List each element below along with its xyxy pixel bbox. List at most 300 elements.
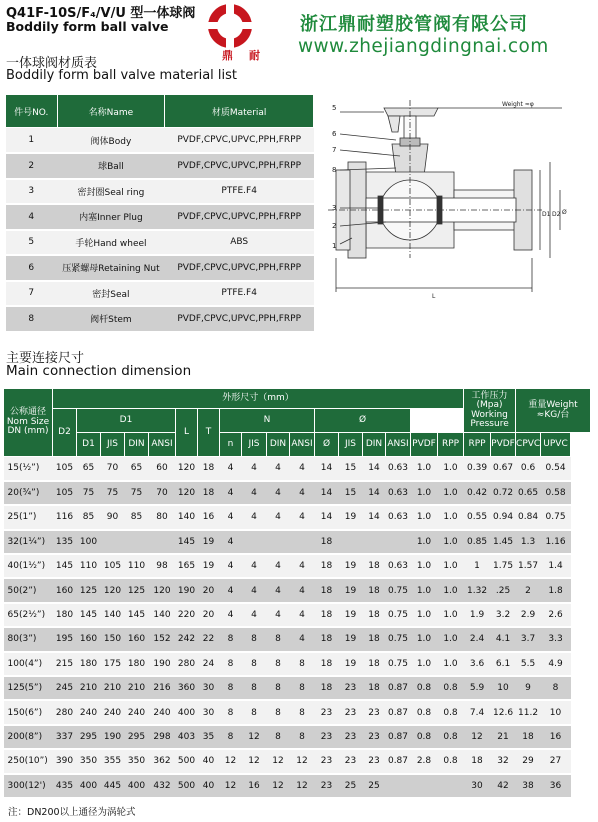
dimension-cell: 0.8 [438,700,464,724]
dimension-cell: 8 [267,700,290,724]
dimension-cell: 18 [315,652,339,676]
callout-label: 8 [332,166,337,174]
dimension-cell: 14 [315,505,339,529]
dimension-cell: 160 [53,578,77,602]
dim-label: D1 [542,211,551,218]
dimension-cell: 403 [176,725,198,749]
dimension-cell: 8 [267,725,290,749]
dimension-cell: 18 [315,530,339,554]
dimension-cell: 23 [315,774,339,798]
dimension-cell: 4 [290,457,315,481]
dimension-cell: 8 [242,676,267,700]
dimension-cell: 360 [176,676,198,700]
material-cell: 内塞Inner Plug [57,204,165,230]
material-col-no: 件号NO. [6,95,58,128]
dimension-cell: 5.5 [516,652,541,676]
dimension-cell: 2.8 [411,749,438,773]
dimension-cell: 180 [53,603,77,627]
dimension-cell: 337 [53,725,77,749]
dimension-cell: 1.0 [438,481,464,505]
dimension-cell: 400 [125,774,149,798]
dimension-cell: 1.0 [438,627,464,651]
sub-n-din: DIN [267,433,290,457]
nominal-size-cell: 32(1¼”) [4,530,53,554]
dimension-cell: 140 [176,505,198,529]
dimension-cell: 125 [125,578,149,602]
nominal-size-cell: 300(12') [4,774,53,798]
dimension-cell: 0.8 [438,676,464,700]
dimension-cell: 85 [77,505,101,529]
dimension-cell: 1.0 [411,505,438,529]
dimension-cell: 12 [267,749,290,773]
dim-label: L [432,293,436,300]
nominal-size-cell: 15(½”) [4,457,53,481]
dimension-cell: 12 [220,774,242,798]
dimension-cell: 2.9 [516,603,541,627]
dimension-cell: 3.6 [464,652,491,676]
dimension-cell: 1.0 [411,627,438,651]
dimension-cell: 0.58 [541,481,571,505]
dimension-cell: 295 [77,725,101,749]
dimension-cell: 1.3 [516,530,541,554]
dimension-cell: 4 [290,627,315,651]
dimension-cell [267,530,290,554]
sub-phi-ansi: ANSI [386,433,411,457]
dimension-cell: 4 [220,554,242,578]
material-row [6,153,314,179]
sub-d1-ansi: ANSI [149,433,176,457]
dimension-cell: 4 [267,457,290,481]
header-working-pressure: 工作压力 (Mpa) Working Pressure [464,389,516,433]
dimension-row [4,578,591,602]
dimension-cell: 18 [363,554,386,578]
dimension-cell: 0.84 [516,505,541,529]
dimension-cell: 120 [176,481,198,505]
material-cell: ABS [165,230,314,256]
dimension-cell: 1.0 [438,603,464,627]
dimension-cell: 14 [363,457,386,481]
dimension-cell: 75 [125,481,149,505]
dimension-cell: 75 [77,481,101,505]
dimension-cell: 8 [242,700,267,724]
dimension-cell: 1.75 [491,554,516,578]
dimension-cell: 152 [149,627,176,651]
nominal-size-cell: 200(8”) [4,725,53,749]
dimension-cell: 240 [149,700,176,724]
dimension-cell: 4 [267,481,290,505]
dimension-cell: 18 [315,603,339,627]
sub-pressure-pvdf: PVDF [411,433,438,457]
dimension-cell: 14 [363,505,386,529]
material-cell: 3 [6,179,58,205]
dimension-cell: 8 [290,725,315,749]
dimension-cell: 4 [220,578,242,602]
dimension-cell: 210 [101,676,125,700]
material-cell: PVDF,CPVC,UPVC,PPH,FRPP [165,255,314,281]
material-cell: 2 [6,153,58,179]
material-header-row [6,95,314,128]
dimension-row [4,749,591,773]
dimension-cell: 1.0 [411,554,438,578]
dimension-cell: 1.0 [411,603,438,627]
dimension-cell: 390 [53,749,77,773]
dimension-cell: 18 [198,481,220,505]
dimension-cell: 24 [198,652,220,676]
header-l: L [176,409,198,457]
dimension-row [4,652,591,676]
dimension-cell: 190 [149,652,176,676]
sub-weight-cpvc: CPVC [516,433,541,457]
dimension-cell: 432 [149,774,176,798]
dimension-cell: 4 [242,578,267,602]
callout-label: 1 [332,242,337,250]
dimension-row [4,481,591,505]
dim-label: D2 [552,211,561,218]
dimension-cell: 12 [242,749,267,773]
dimension-cell [386,530,411,554]
dimension-cell: 0.63 [386,505,411,529]
material-col-name: 名称Name [57,95,165,128]
dimension-cell: 3.3 [541,627,571,651]
dimension-cell: 0.8 [411,700,438,724]
dimension-cell: 19 [339,578,363,602]
dimension-cell: 4 [290,603,315,627]
material-cell: PVDF,CPVC,UPVC,PPH,FRPP [165,153,314,179]
dimension-cell: 215 [53,652,77,676]
dimension-cell: 8 [220,676,242,700]
dimension-cell: 4 [290,554,315,578]
dimension-heading-cn: 主要连接尺寸 [6,351,85,366]
dimension-cell: 18 [315,627,339,651]
dimension-cell: 0.75 [386,578,411,602]
product-model-title: Q41F-10S/F₄/V/U 型一体球阀 [6,6,196,21]
material-cell: 阀体Body [57,128,165,154]
dimension-cell: 19 [339,627,363,651]
dimension-cell: 0.72 [491,481,516,505]
callout-label: 5 [332,104,337,112]
dimension-cell: 0.42 [464,481,491,505]
dimension-cell: 500 [176,749,198,773]
dimension-cell: 165 [176,554,198,578]
dimension-cell: 120 [101,578,125,602]
dimension-cell: 0.75 [386,603,411,627]
material-cell: PVDF,CPVC,UPVC,PPH,FRPP [165,204,314,230]
dimension-cell: 19 [198,530,220,554]
dimension-cell: 400 [77,774,101,798]
dimension-cell: 18 [516,725,541,749]
nominal-size-cell: 250(10”) [4,749,53,773]
material-col-material: 材质Material [165,95,314,128]
dimension-cell: 0.87 [386,749,411,773]
dimension-cell [101,530,125,554]
dimension-cell: 16 [242,774,267,798]
dimension-cell: 16 [541,725,571,749]
dimension-cell: 145 [125,603,149,627]
dimension-cell: 116 [53,505,77,529]
dimension-cell: 175 [101,652,125,676]
dimension-cell: 350 [77,749,101,773]
dimension-cell: 0.85 [464,530,491,554]
dimension-cell: 1.0 [411,457,438,481]
logo-chars: 鼎耐 [222,49,276,62]
dimension-cell: 12 [242,725,267,749]
dimension-cell: 23 [315,725,339,749]
dimension-cell: 180 [77,652,101,676]
dimension-cell: 19 [339,652,363,676]
dimension-cell: 40 [198,774,220,798]
dimension-header-row-3 [4,433,591,457]
dimension-cell: 150 [101,627,125,651]
dimension-cell: 15 [339,457,363,481]
dimension-cell: 100 [77,530,101,554]
dimension-cell: 8 [290,700,315,724]
sub-d1-jis: JIS [101,433,125,457]
dimension-cell: 8 [267,652,290,676]
dimension-cell: 98 [149,554,176,578]
dimension-cell: 19 [339,554,363,578]
material-cell: 8 [6,306,58,332]
dimension-cell: 8 [267,627,290,651]
dimension-cell: 7.4 [464,700,491,724]
dimension-cell: 9 [516,676,541,700]
dimension-row [4,700,591,724]
nominal-size-cell: 80(3”) [4,627,53,651]
dimension-cell: 1.0 [411,530,438,554]
dimension-cell: 210 [125,676,149,700]
dimension-cell: 1.0 [438,505,464,529]
dimension-cell: 110 [77,554,101,578]
dimension-cell: 240 [125,700,149,724]
dimension-cell: 35 [198,725,220,749]
dimension-cell: 18 [363,578,386,602]
dimension-cell: 20 [198,603,220,627]
dimension-cell: 19 [339,603,363,627]
dimension-cell: 23 [339,725,363,749]
dimension-cell: 0.75 [386,627,411,651]
material-row [6,255,314,281]
dimension-cell: 10 [491,676,516,700]
dimension-cell: 85 [125,505,149,529]
dimension-cell: 21 [491,725,516,749]
dimension-cell: 6.1 [491,652,516,676]
dimension-cell: 295 [125,725,149,749]
callout-label: 3 [332,204,337,212]
dimension-cell: 23 [315,700,339,724]
company-website: www.zhejiangdingnai.com [298,36,549,57]
header-d2: D2 [53,409,77,457]
dimension-cell: 18 [464,749,491,773]
header-weight: 重量Weight ≈KG/台 [516,389,591,433]
dimension-cell: 5.9 [464,676,491,700]
dimension-cell [411,774,438,798]
dimension-cell: 1.0 [438,578,464,602]
dimension-cell: 70 [149,481,176,505]
dimension-cell: 8 [290,676,315,700]
header-n-group: N [220,409,315,433]
nominal-size-cell: 20(¾”) [4,481,53,505]
dimension-cell: 1.0 [411,578,438,602]
footnote: 注：DN200以上通径为涡轮式 [8,807,136,818]
dimension-cell: 8 [220,700,242,724]
dimension-cell: 4 [290,505,315,529]
dimension-heading-en: Main connection dimension [6,363,192,379]
dimension-cell: 4 [220,603,242,627]
dimension-cell: 19 [339,505,363,529]
dimension-cell: 25 [363,774,386,798]
dimension-cell: 14 [363,481,386,505]
nominal-size-cell: 25(1”) [4,505,53,529]
sub-weight-rpp: RPP [464,433,491,457]
dimension-cell [125,530,149,554]
dimension-cell: 1.8 [541,578,571,602]
header-outline-dimension: 外形尺寸（mm） [53,389,464,409]
dimension-cell: 500 [176,774,198,798]
dimension-cell: 23 [339,676,363,700]
dimension-cell: 18 [315,578,339,602]
dimension-cell: 14 [315,457,339,481]
material-cell: PTFE.F4 [165,179,314,205]
dimension-table [3,388,591,799]
header-d1-group: D1 [77,409,176,433]
dimension-row [4,676,591,700]
dimension-cell [242,530,267,554]
dimension-cell: 8 [242,652,267,676]
sub-weight-pvdf: PVDF [491,433,516,457]
sub-d1: D1 [77,433,101,457]
dimension-cell: 0.63 [386,457,411,481]
dimension-cell: 32 [491,749,516,773]
dimension-cell: 4 [290,481,315,505]
dimension-cell: 242 [176,627,198,651]
nominal-size-cell: 65(2½”) [4,603,53,627]
nominal-size-cell: 50(2”) [4,578,53,602]
dimension-cell: 1.9 [464,603,491,627]
dimension-cell: 280 [53,700,77,724]
dimension-cell: 145 [53,554,77,578]
dimension-cell: 11.2 [516,700,541,724]
dimension-cell: 0.87 [386,700,411,724]
dimension-cell: 190 [176,578,198,602]
dimension-row [4,505,591,529]
sub-weight-upvc: UPVC [541,433,571,457]
dimension-cell: 60 [149,457,176,481]
dimension-row [4,603,591,627]
dimension-cell: 1.45 [491,530,516,554]
dimension-cell: 110 [125,554,149,578]
material-row [6,179,314,205]
dimension-cell: 23 [339,700,363,724]
company-name: 浙江鼎耐塑胶管阀有限公司 [300,14,528,35]
dimension-cell: 3.7 [516,627,541,651]
dimension-cell: 70 [101,457,125,481]
dimension-cell: 190 [101,725,125,749]
dimension-cell: 0.6 [516,457,541,481]
nominal-size-cell: 40(1½”) [4,554,53,578]
dimension-row [4,774,591,798]
dimension-cell: 400 [176,700,198,724]
dimension-cell: 12 [290,774,315,798]
dimension-cell: 22 [198,627,220,651]
dimension-cell: 160 [125,627,149,651]
dimension-cell: 0.75 [386,652,411,676]
dimension-cell: 445 [101,774,125,798]
dimension-cell: 8 [290,652,315,676]
dimension-cell: 245 [53,676,77,700]
material-cell: 密封Seal [57,281,165,307]
dimension-cell: 0.63 [386,481,411,505]
dimension-cell: 23 [363,725,386,749]
dimension-cell: 4 [220,457,242,481]
dimension-cell: 23 [339,749,363,773]
dimension-cell: 280 [176,652,198,676]
dimension-cell: 1.57 [516,554,541,578]
material-row [6,204,314,230]
product-english-title: Boddily form ball valve [6,19,169,34]
dimension-cell: 1.0 [438,652,464,676]
nominal-size-cell: 150(6”) [4,700,53,724]
callout-label: 2 [332,222,337,230]
material-cell: 手轮Hand wheel [57,230,165,256]
dimension-cell: 14 [315,481,339,505]
dimension-cell: 18 [363,627,386,651]
sub-phi-jis: JIS [339,433,363,457]
dimension-cell: 30 [198,700,220,724]
dimension-cell: 23 [363,749,386,773]
dimension-cell: 355 [101,749,125,773]
dim-label: Weight ≈φ [502,101,534,108]
dimension-cell: 4 [267,603,290,627]
sub-n: n [220,433,242,457]
dimension-cell: 0.39 [464,457,491,481]
dimension-cell: 4 [242,481,267,505]
material-row [6,281,314,307]
material-cell: 阀杆Stem [57,306,165,332]
dimension-cell: 1.16 [541,530,571,554]
dimension-cell: 38 [516,774,541,798]
dimension-row [4,627,591,651]
header-phi-group: Ø [315,409,411,433]
dimension-cell: 0.87 [386,725,411,749]
dimension-cell: 0.8 [438,749,464,773]
dimension-cell: 4 [267,578,290,602]
dimension-cell: 240 [101,700,125,724]
material-cell: 压紧螺母Retaining Nut [57,255,165,281]
sub-n-jis: JIS [242,433,267,457]
dimension-cell: 8 [267,676,290,700]
dimension-cell: 12 [290,749,315,773]
nominal-size-cell: 100(4”) [4,652,53,676]
dimension-cell: 3.2 [491,603,516,627]
dimension-cell: 23 [363,700,386,724]
material-heading-cn: 一体球阀材质表 [6,56,98,71]
dimension-cell: 12.6 [491,700,516,724]
material-row [6,230,314,256]
dimension-cell: 0.8 [411,676,438,700]
dimension-cell: 0.8 [411,725,438,749]
dimension-cell: 30 [198,676,220,700]
material-table [5,94,314,333]
material-cell: 5 [6,230,58,256]
dimension-cell: 4 [220,505,242,529]
dimension-cell: 145 [77,603,101,627]
dimension-cell: 105 [53,481,77,505]
dimension-cell: 140 [101,603,125,627]
dimension-cell: 16 [198,505,220,529]
dimension-cell: 0.54 [541,457,571,481]
dimension-cell: 75 [101,481,125,505]
dimension-cell: 12 [267,774,290,798]
dimension-cell: 8 [220,652,242,676]
